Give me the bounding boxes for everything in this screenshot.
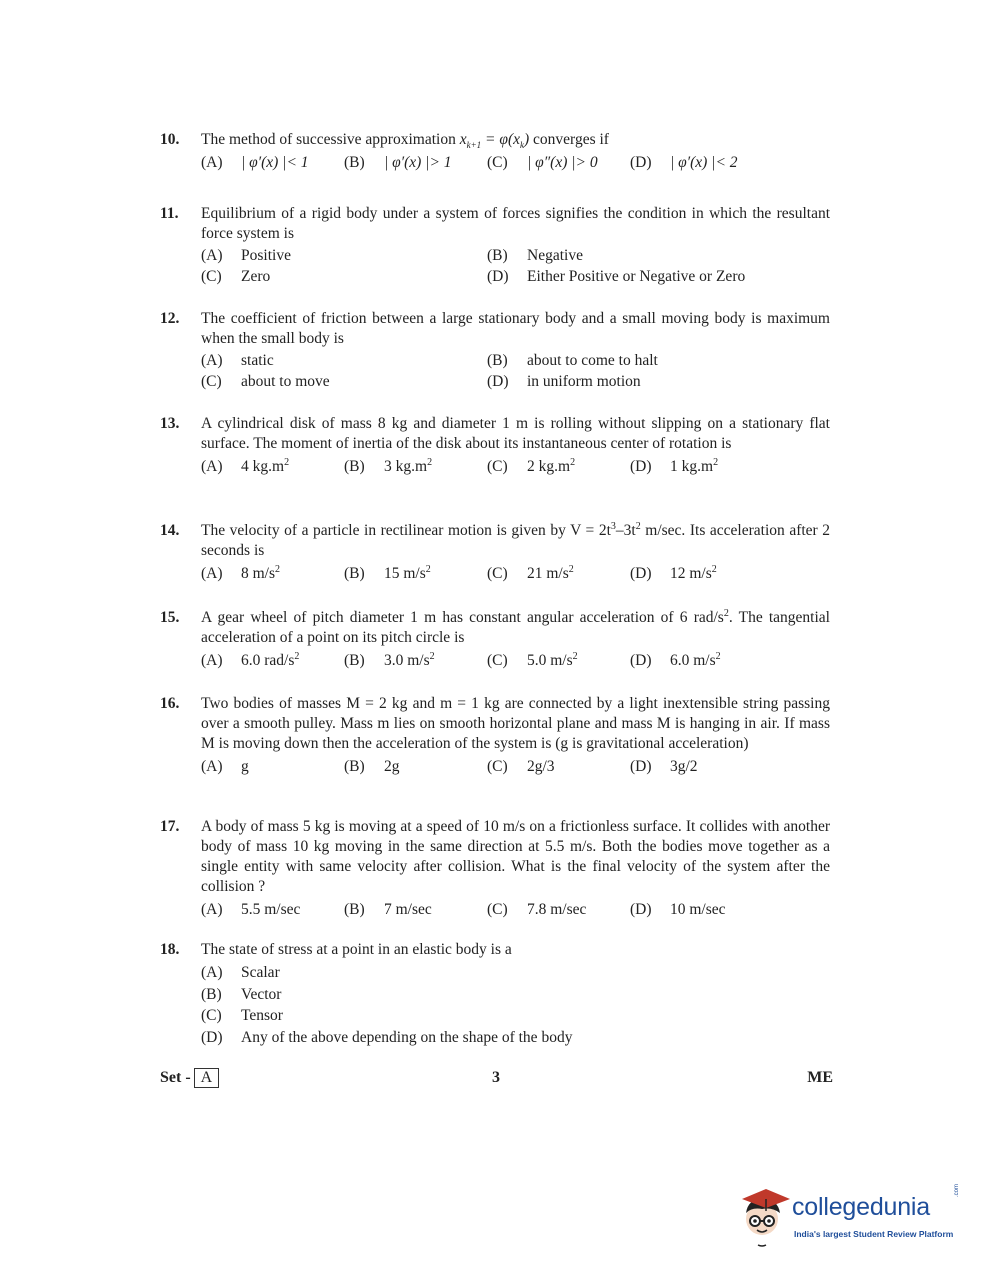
question-stem: Equilibrium of a rigid body under a system of forces signifies the condition in which the resultant force system is	[201, 205, 830, 242]
option-d: (D) | φ′(x) |< 2	[630, 154, 738, 171]
student-mascot-icon	[736, 1183, 792, 1253]
options	[201, 351, 830, 392]
option-a: (A) 8 $m/s^2$	[201, 563, 281, 582]
page-footer	[160, 1066, 833, 1090]
question-18	[160, 940, 830, 1048]
options	[201, 564, 830, 584]
option-b: (B) Vector	[201, 985, 282, 1003]
question-number: 11.	[160, 205, 179, 222]
option-d: (D) 10 m/sec	[630, 901, 726, 918]
question-number: 18.	[160, 941, 180, 958]
iteration-formula: $x_{k+1} = \varphi(x_k)$	[459, 131, 530, 151]
option-d: (D) 3g/2	[630, 758, 698, 775]
question-15	[160, 608, 830, 671]
option-a: (A) g	[201, 758, 249, 775]
question-number: 13.	[160, 415, 180, 432]
option-a: (A) static	[201, 352, 274, 369]
options	[201, 962, 830, 1048]
options	[201, 246, 830, 287]
option-c: (C) 5.0 $m/s^2$	[487, 650, 578, 669]
option-c: (C) about to move	[201, 373, 330, 390]
option-d: (D) in uniform motion	[487, 373, 641, 390]
option-b: (B) 3 $kg.m^2$	[344, 456, 433, 475]
question-stem: The method of successive approximation $x_{k+1} = \varphi(x_k)$ converges if	[201, 131, 609, 151]
question-number: 15.	[160, 609, 180, 626]
option-d: (D) 12 $m/s^2$	[630, 563, 717, 582]
options	[201, 651, 830, 671]
option-b: (B) | φ′(x) |> 1	[344, 154, 452, 171]
option-c: (C) | φ″(x) |> 0	[487, 154, 598, 171]
option-d: (D) 6.0 $m/s^2$	[630, 650, 721, 669]
question-number: 16.	[160, 695, 180, 712]
option-b: (B) Negative	[487, 247, 583, 264]
brand-tagline: India's largest Student Review Platform	[794, 1229, 954, 1239]
option-a: (A) 6.0 rad/$s^2$	[201, 650, 300, 669]
question-stem: Two bodies of masses M = 2 kg and m = 1 kg are connected by a light inextensible string passing over a smooth pulley. Mass m lies on smooth horizontal plane and mass M is hanging in air. If mass M is moving down then the acceleration of the system is (g is gravitational acceleration)	[201, 695, 830, 752]
brand-suffix: .com	[954, 1183, 960, 1197]
question-number: 10.	[160, 131, 180, 148]
question-11	[160, 204, 830, 287]
brand-name: collegedunia	[792, 1193, 930, 1221]
option-b: (B) 2g	[344, 758, 400, 775]
set-box: A	[194, 1068, 220, 1088]
collegedunia-watermark	[736, 1183, 966, 1253]
question-stem: A gear wheel of pitch diameter 1 m has constant angular acceleration of 6 rad/$s^2$. The tangential acceleration of a point on its pitch circle is	[201, 607, 830, 646]
set-indicator: Set - A	[160, 1068, 219, 1088]
subject-code: ME	[807, 1069, 833, 1086]
option-c: (C) 2g/3	[487, 758, 555, 775]
option-c: (C) Zero	[201, 268, 271, 285]
question-stem: The velocity of a particle in rectilinear motion is given by $V = 2t^3-3t^2$ m/sec. Its acceleration after 2 seconds is	[201, 520, 830, 559]
question-stem: A body of mass 5 kg is moving at a speed of 10 m/s on a frictionless surface. It collides with another body of mass 10 kg moving in the same direction at 5.5 m/s. Both the bodies move together as a single entity with same velocity after collision. What is the final velocity of the system after the collision ?	[201, 818, 830, 895]
option-a: (A) | φ′(x) |< 1	[201, 154, 309, 171]
option-a: (A) 4 $kg.m^2$	[201, 456, 290, 475]
question-stem: A cylindrical disk of mass 8 kg and diameter 1 m is rolling without slipping on a stationary flat surface. The moment of inertia of the disk about its instantaneous center of rotation is	[201, 415, 830, 452]
question-14	[160, 521, 830, 584]
question-number: 12.	[160, 310, 180, 327]
options	[201, 900, 830, 920]
option-c: (C) 7.8 m/sec	[487, 901, 587, 918]
option-a: (A) Scalar	[201, 964, 280, 981]
option-a: (A) 5.5 m/sec	[201, 901, 301, 918]
option-a: (A) Positive	[201, 247, 291, 264]
option-d: (D) 1 $kg.m^2$	[630, 456, 719, 475]
question-12	[160, 309, 830, 392]
question-16	[160, 694, 830, 777]
question-number: 14.	[160, 522, 180, 539]
question-stem: The state of stress at a point in an elastic body is a	[201, 941, 512, 958]
options	[201, 757, 830, 777]
option-c: (C) 2 $kg.m^2$	[487, 456, 576, 475]
options	[201, 457, 830, 477]
option-b: (B) 3.0 $m/s^2$	[344, 650, 435, 669]
question-stem: The coefficient of friction between a large stationary body and a small moving body is maximum when the small body is	[201, 310, 830, 347]
question-10	[160, 130, 830, 173]
option-c: (C) 21 $m/s^2$	[487, 563, 574, 582]
option-d: (D) Either Positive or Negative or Zero	[487, 268, 746, 285]
option-b: (B) about to come to halt	[487, 352, 658, 369]
question-number: 17.	[160, 818, 180, 835]
question-13	[160, 414, 830, 477]
page-number: 3	[492, 1069, 500, 1086]
option-b: (B) 15 $m/s^2$	[344, 563, 431, 582]
option-c: (C) Tensor	[201, 1007, 283, 1024]
option-d: (D) Any of the above depending on the shape of the body	[201, 1028, 573, 1046]
option-b: (B) 7 m/sec	[344, 901, 432, 918]
question-17	[160, 817, 830, 920]
options	[201, 153, 830, 173]
